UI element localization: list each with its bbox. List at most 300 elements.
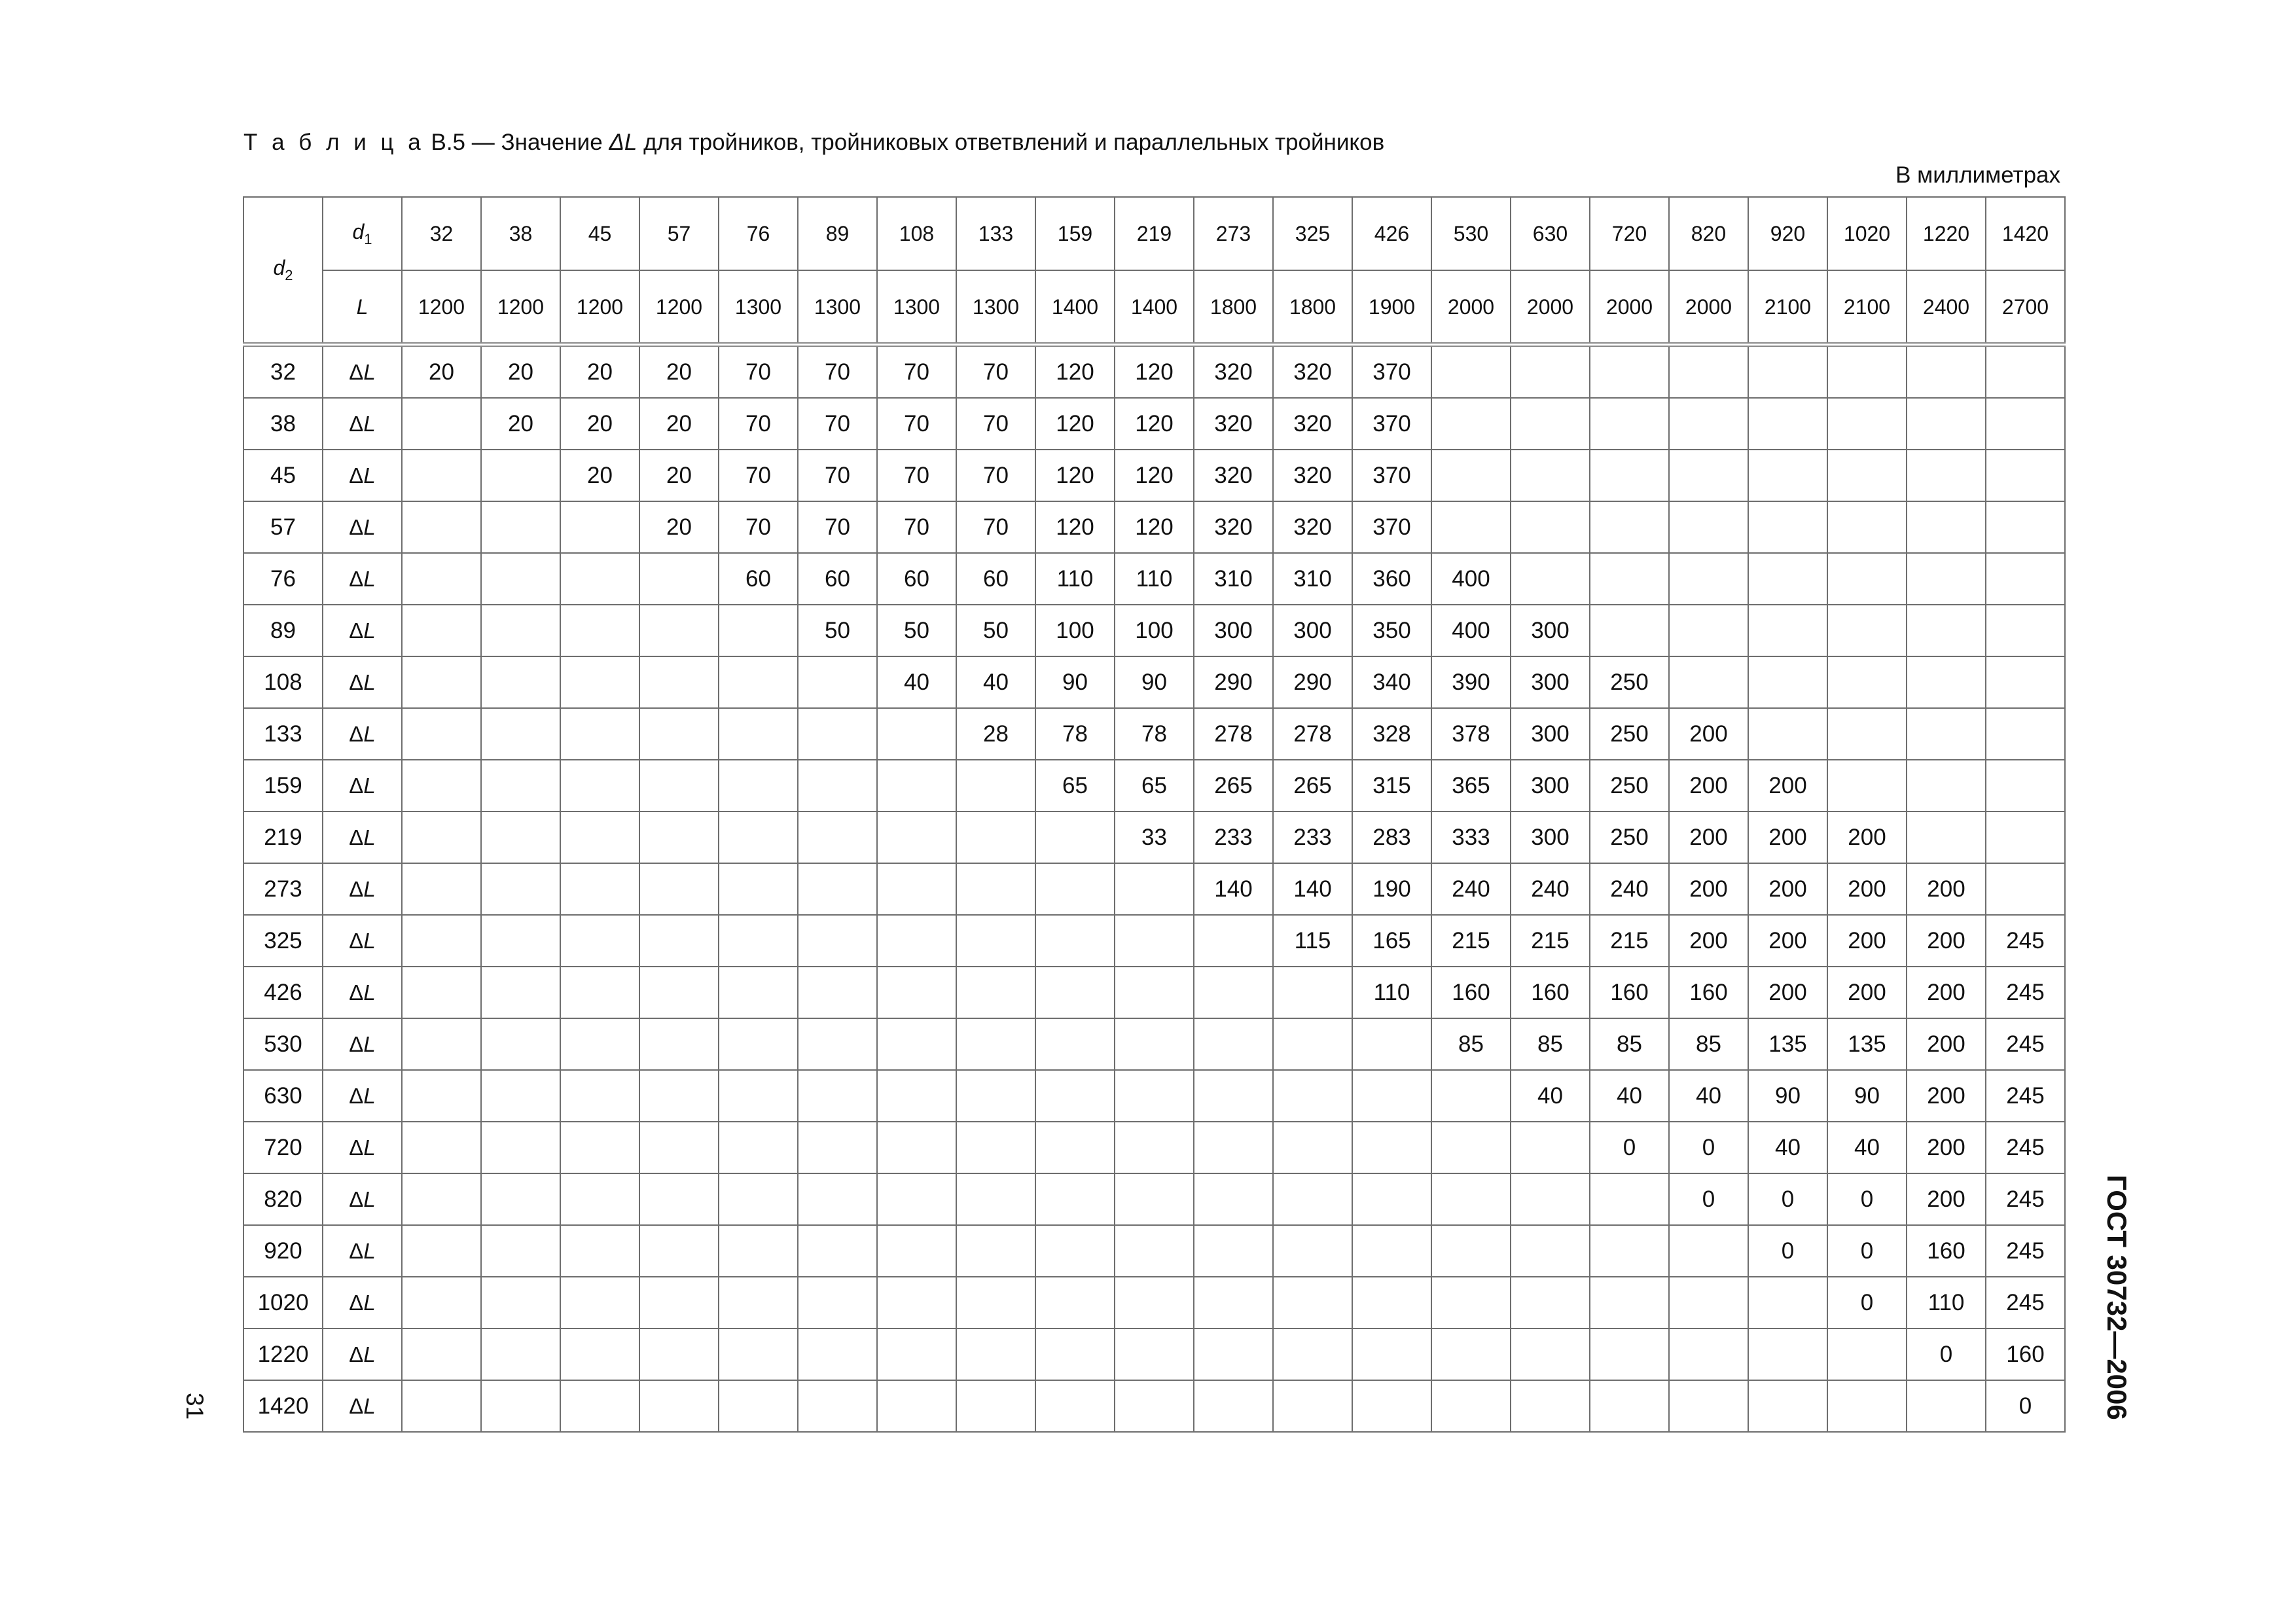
table-cell: 70 [798,450,877,501]
table-cell [639,656,719,708]
table-cell [481,1122,560,1173]
table-cell: 320 [1194,398,1273,450]
table-cell: 245 [1986,1018,2065,1070]
table-cell [798,863,877,915]
header-l-label: L [323,270,402,345]
table-cell: 20 [639,501,719,553]
table-cell [1827,1329,1907,1380]
table-row [243,1329,2065,1380]
table-cell: 200 [1748,812,1827,863]
table-cell: 160 [1590,967,1669,1018]
table-cell [402,1380,481,1432]
table-cell: 190 [1352,863,1431,915]
table-cell: 200 [1907,1018,1986,1070]
table-cell [402,1277,481,1329]
table-cell: 200 [1748,915,1827,967]
table-cell [956,1225,1035,1277]
header-l-value: 1800 [1194,270,1273,345]
header-l-value: 1200 [402,270,481,345]
table-cell [560,656,639,708]
header-l-value: 2000 [1669,270,1748,345]
table-cell [719,1329,798,1380]
table-cell: 200 [1907,1173,1986,1225]
table-cell: 20 [639,345,719,399]
header-d2: $d_2$ [243,197,323,345]
table-cell: 65 [1115,760,1194,812]
table-cell [719,1122,798,1173]
table-cell [1352,1225,1431,1277]
table-cell [1352,1018,1431,1070]
row-delta-l-label: ΔL [323,967,402,1018]
table-cell: 390 [1431,656,1511,708]
table-cell [481,501,560,553]
row-d2-value: 133 [243,708,323,760]
table-cell: 400 [1431,605,1511,656]
table-cell: 115 [1273,915,1352,967]
table-cell [1194,1070,1273,1122]
table-cell: 240 [1431,863,1511,915]
table-cell: 60 [719,553,798,605]
table-cell [1827,1380,1907,1432]
table-cell: 215 [1511,915,1590,967]
table-cell [1035,1070,1115,1122]
row-delta-l-label: ΔL [323,605,402,656]
table-cell [639,1070,719,1122]
table-cell [639,1018,719,1070]
table-cell [1748,605,1827,656]
row-d2-value: 1020 [243,1277,323,1329]
table-cell [719,605,798,656]
table-cell [1669,1380,1748,1432]
table-row [243,1122,2065,1173]
table-cell [956,1173,1035,1225]
header-d1-value: 920 [1748,197,1827,270]
table-cell [1748,656,1827,708]
header-l-value: 2700 [1986,270,2065,345]
table-cell [877,1225,956,1277]
table-cell [639,1173,719,1225]
table-cell [1194,1225,1273,1277]
table-cell: 40 [1590,1070,1669,1122]
row-d2-value: 325 [243,915,323,967]
table-cell [1907,450,1986,501]
table-cell [1748,345,1827,399]
table-cell: 300 [1194,605,1273,656]
table-cell [1431,1070,1511,1122]
table-cell [402,398,481,450]
table-cell: 135 [1827,1018,1907,1070]
table-cell: 320 [1273,501,1352,553]
table-cell [639,1225,719,1277]
row-delta-l-label: ΔL [323,501,402,553]
table-cell [1748,501,1827,553]
table-cell: 0 [1827,1173,1907,1225]
table-cell [877,1380,956,1432]
row-delta-l-label: ΔL [323,1380,402,1432]
table-cell: 28 [956,708,1035,760]
table-cell: 160 [1669,967,1748,1018]
table-cell: 70 [798,345,877,399]
table-cell [402,656,481,708]
table-cell [1986,553,2065,605]
table-cell: 20 [560,450,639,501]
table-cell [1352,1122,1431,1173]
table-cell [1907,501,1986,553]
row-d2-value: 38 [243,398,323,450]
row-delta-l-label: ΔL [323,1225,402,1277]
header-l-value: 1400 [1035,270,1115,345]
table-cell: 20 [639,398,719,450]
table-cell [481,967,560,1018]
table-cell: 110 [1907,1277,1986,1329]
table-cell [798,1380,877,1432]
table-cell: 70 [956,398,1035,450]
table-cell: 70 [877,450,956,501]
table-cell [1194,915,1273,967]
table-cell [1669,1225,1748,1277]
table-cell [1431,345,1511,399]
table-cell [481,863,560,915]
table-cell [877,812,956,863]
header-d1-value: 133 [956,197,1035,270]
table-cell [1115,1070,1194,1122]
header-d1-value: 325 [1273,197,1352,270]
table-cell [560,1018,639,1070]
table-cell: 290 [1273,656,1352,708]
table-cell [877,915,956,967]
table-cell: 250 [1590,656,1669,708]
caption-rest: для тройников, тройниковых ответвлений и параллельных тройников [643,130,1385,155]
table-cell [560,760,639,812]
table-cell [481,605,560,656]
table-cell: 200 [1907,1122,1986,1173]
table-cell [1352,1070,1431,1122]
table-cell [1590,398,1669,450]
table-cell [481,1018,560,1070]
table-cell [798,760,877,812]
table-cell [1431,1277,1511,1329]
table-cell: 0 [1986,1380,2065,1432]
row-delta-l-label: ΔL [323,1070,402,1122]
table-cell [1986,656,2065,708]
table-cell: 320 [1194,501,1273,553]
table-cell: 20 [481,398,560,450]
table-cell: 85 [1511,1018,1590,1070]
table-cell [1827,553,1907,605]
table-cell [1590,1277,1669,1329]
table-cell [1986,863,2065,915]
table-cell: 250 [1590,812,1669,863]
table-cell: 300 [1511,605,1590,656]
table-cell [639,1122,719,1173]
table-cell [798,1225,877,1277]
table-cell: 250 [1590,708,1669,760]
row-delta-l-label: ΔL [323,1277,402,1329]
table-cell [560,1173,639,1225]
table-cell: 245 [1986,1277,2065,1329]
table-cell: 200 [1907,967,1986,1018]
table-row [243,915,2065,967]
table-cell [1511,450,1590,501]
table-cell: 350 [1352,605,1431,656]
table-cell [956,1380,1035,1432]
table-cell: 245 [1986,915,2065,967]
table-cell [639,1380,719,1432]
table-cell [1352,1380,1431,1432]
table-cell: 278 [1194,708,1273,760]
table-cell: 70 [719,501,798,553]
table-cell: 40 [1511,1070,1590,1122]
table-cell [1986,450,2065,501]
table-cell: 360 [1352,553,1431,605]
table-cell: 378 [1431,708,1511,760]
table-cell: 110 [1352,967,1431,1018]
table-cell [1748,708,1827,760]
header-d1-value: 32 [402,197,481,270]
table-cell: 160 [1431,967,1511,1018]
table-cell [1511,1380,1590,1432]
table-cell: 0 [1827,1277,1907,1329]
table-cell: 110 [1035,553,1115,605]
table-cell [1669,501,1748,553]
table-cell: 233 [1273,812,1352,863]
table-cell [560,1277,639,1329]
page-number: 31 [181,1393,208,1420]
table-cell [560,708,639,760]
table-cell: 245 [1986,1225,2065,1277]
table-cell: 250 [1590,760,1669,812]
table-cell: 0 [1748,1173,1827,1225]
table-cell [1431,1225,1511,1277]
table-cell [1115,1122,1194,1173]
table-cell [956,1277,1035,1329]
table-cell: 50 [798,605,877,656]
table-row [243,1277,2065,1329]
table-cell [877,1122,956,1173]
table-cell [877,1018,956,1070]
table-cell: 85 [1669,1018,1748,1070]
table-cell: 320 [1273,345,1352,399]
table-cell [1986,605,2065,656]
table-cell [1035,915,1115,967]
table-cell: 160 [1907,1225,1986,1277]
header-l-value: 1300 [798,270,877,345]
header-d1-value: 720 [1590,197,1669,270]
table-cell [639,1329,719,1380]
header-d1-value: 108 [877,197,956,270]
table-cell [639,553,719,605]
table-cell [560,1225,639,1277]
table-cell [481,915,560,967]
table-cell [1115,863,1194,915]
table-cell [560,1070,639,1122]
header-l-value: 2000 [1590,270,1669,345]
table-cell: 60 [798,553,877,605]
table-cell [481,553,560,605]
table-cell [1273,1329,1352,1380]
table-cell: 245 [1986,1070,2065,1122]
table-cell [1194,1277,1273,1329]
table-cell [719,915,798,967]
row-d2-value: 920 [243,1225,323,1277]
table-cell: 0 [1748,1225,1827,1277]
table-cell: 65 [1035,760,1115,812]
table-cell: 90 [1035,656,1115,708]
table-cell [402,760,481,812]
header-l-value: 2100 [1748,270,1827,345]
table-cell [719,812,798,863]
table-cell: 320 [1194,345,1273,399]
table-cell [1273,1380,1352,1432]
header-d1-value: 630 [1511,197,1590,270]
row-d2-value: 76 [243,553,323,605]
table-cell [481,760,560,812]
table-caption [243,127,1384,158]
table-cell: 200 [1748,760,1827,812]
table-cell: 320 [1273,398,1352,450]
header-l-value: 2000 [1511,270,1590,345]
table-cell: 120 [1115,450,1194,501]
table-cell: 160 [1986,1329,2065,1380]
table-cell [481,1380,560,1432]
table-cell [1431,450,1511,501]
table-cell [877,1173,956,1225]
table-cell [639,967,719,1018]
table-cell: 70 [719,345,798,399]
table-cell: 200 [1907,1070,1986,1122]
table-cell [1907,553,1986,605]
table-cell: 200 [1669,708,1748,760]
table-cell: 140 [1194,863,1273,915]
table-cell: 70 [877,398,956,450]
table-cell [956,863,1035,915]
header-l-value: 1200 [560,270,639,345]
header-l-value: 1800 [1273,270,1352,345]
table-cell [1669,345,1748,399]
table-cell [1827,450,1907,501]
table-cell [1115,1173,1194,1225]
table-cell [481,708,560,760]
table-cell [402,915,481,967]
table-cell [402,450,481,501]
table-cell: 365 [1431,760,1511,812]
table-cell [1748,398,1827,450]
table-cell: 100 [1035,605,1115,656]
table-cell [956,760,1035,812]
table-cell: 200 [1907,863,1986,915]
table-cell [719,708,798,760]
table-cell [1115,1018,1194,1070]
table-cell: 200 [1827,812,1907,863]
table-cell [1273,1173,1352,1225]
table-cell: 40 [1748,1122,1827,1173]
table-cell: 165 [1352,915,1431,967]
row-delta-l-label: ΔL [323,760,402,812]
table-cell [798,708,877,760]
row-delta-l-label: ΔL [323,398,402,450]
table-cell [1035,1225,1115,1277]
table-cell: 200 [1669,863,1748,915]
table-row [243,605,2065,656]
table-cell [1194,1329,1273,1380]
header-d1-value: 530 [1431,197,1511,270]
table-cell [1907,760,1986,812]
row-d2-value: 45 [243,450,323,501]
table-row [243,760,2065,812]
caption-word: Значение [501,130,603,155]
table-cell: 135 [1748,1018,1827,1070]
table-row [243,501,2065,553]
header-d1-value: 1220 [1907,197,1986,270]
table-cell [1115,967,1194,1018]
table-cell [798,967,877,1018]
table-cell: 110 [1115,553,1194,605]
table-cell: 140 [1273,863,1352,915]
table-cell: 310 [1194,553,1273,605]
table-cell [1115,1225,1194,1277]
table-cell [1115,1329,1194,1380]
table-cell [956,1329,1035,1380]
table-cell [719,656,798,708]
table-cell [402,1225,481,1277]
table-cell [1115,1380,1194,1432]
table-cell [798,812,877,863]
table-cell [1590,1380,1669,1432]
table-cell: 200 [1827,967,1907,1018]
table-cell: 20 [639,450,719,501]
row-delta-l-label: ΔL [323,1122,402,1173]
table-cell [798,1277,877,1329]
table-cell [956,967,1035,1018]
table-cell: 245 [1986,967,2065,1018]
table-cell [1194,1173,1273,1225]
header-d1-value: 159 [1035,197,1115,270]
header-d1-value: 57 [639,197,719,270]
table-cell [877,760,956,812]
table-cell: 50 [956,605,1035,656]
table-cell: 300 [1511,812,1590,863]
table-cell [560,1380,639,1432]
table-cell [1035,1329,1115,1380]
table-cell [1669,450,1748,501]
header-l-value: 1900 [1352,270,1431,345]
row-delta-l-label: ΔL [323,1173,402,1225]
table-cell: 70 [877,345,956,399]
table-cell [1511,553,1590,605]
header-l-value: 2000 [1431,270,1511,345]
table-cell [402,863,481,915]
table-cell: 333 [1431,812,1511,863]
table-cell: 0 [1590,1122,1669,1173]
table-cell [1827,398,1907,450]
header-l-value: 1300 [956,270,1035,345]
table-cell [402,812,481,863]
caption-dash: — [471,130,495,155]
table-cell [402,1122,481,1173]
table-cell [1827,656,1907,708]
table-cell: 20 [481,345,560,399]
table-cell: 233 [1194,812,1273,863]
table-cell [1035,1380,1115,1432]
table-cell [1907,656,1986,708]
table-cell [1590,553,1669,605]
header-l-value: 2100 [1827,270,1907,345]
table-cell: 70 [719,450,798,501]
table-cell [402,1329,481,1380]
table-cell [1907,708,1986,760]
table-cell: 200 [1827,863,1907,915]
row-delta-l-label: ΔL [323,1018,402,1070]
